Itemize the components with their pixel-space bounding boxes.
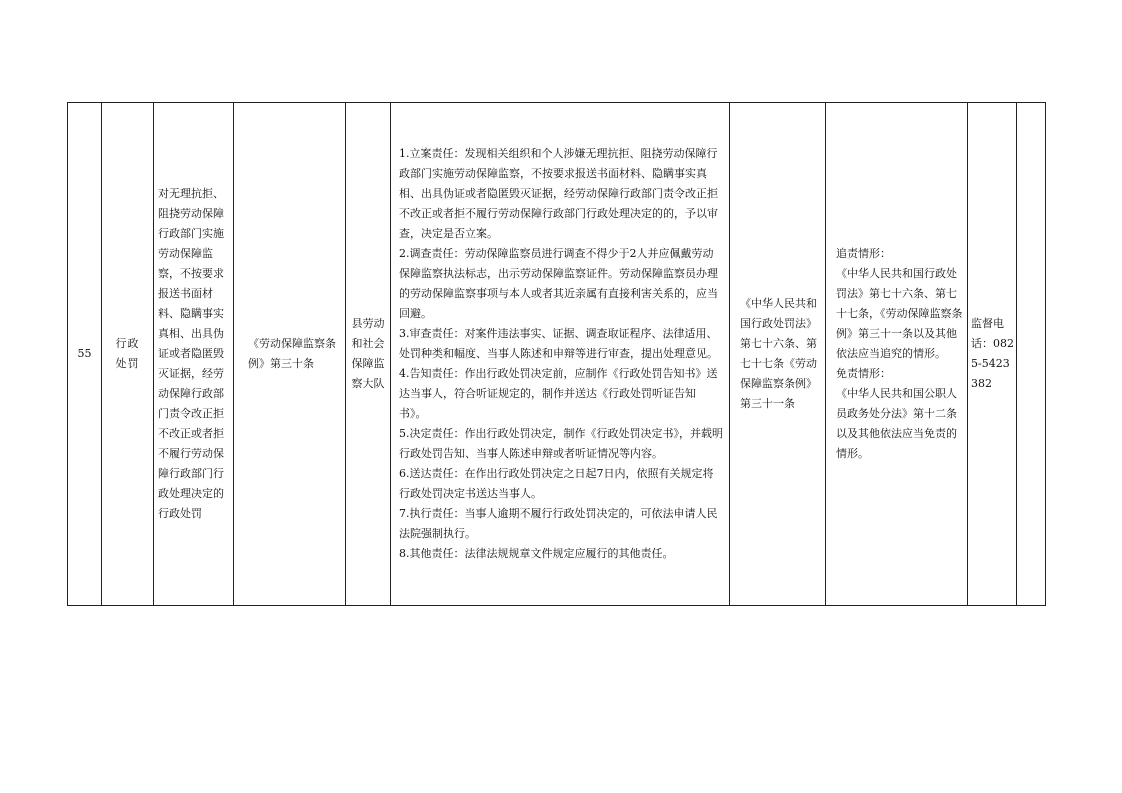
responsibility-item: 1.立案责任：发现相关组织和个人涉嫌无理抗拒、阻挠劳动保障行政部门实施劳动保障监察，不按要求报送书面材料、隐瞒事实真相、出具伪证或者隐匿毁灭证据，经劳动保障行政部门责令改正拒不改正或者拒不履行劳动保障行政部门行政处理决定的的，予以审查，决定是否立案。 (399, 147, 718, 240)
department-cell: 县劳动和社会保障监察大队 (346, 103, 391, 606)
responsibility-item: 3.审查责任：对案件违法事实、证据、调查取证程序、法律适用、处罚种类和幅度、当事人陈述和申辩等进行审查，提出处理意见。 (399, 327, 718, 360)
accountability-cell (826, 103, 968, 606)
responsibility-item: 5.决定责任：作出行政处罚决定，制作《行政处罚决定书》，并载明行政处罚告知、当事人陈述申辩或者听证情况等内容。 (399, 427, 723, 460)
contact-cell: 监督电话：0825-5423382 (968, 103, 1017, 606)
legal-basis-cell: 《劳动保障监察条例》第三十条 (234, 103, 346, 606)
exemption-text: 《中华人民共和国公职人员政务处分法》第十二条以及其他依法应当免责的情形。 (836, 387, 957, 460)
note-cell (1017, 103, 1046, 606)
item-name-cell: 对无理抗拒、阻挠劳动保障行政部门实施劳动保障监察，不按要求报送书面材料、隐瞒事实真相、出具伪证或者隐匿毁灭证据，经劳动保障行政部门责令改正拒不改正或者拒不履行劳动保障行政部门行政处理决定的行政处罚 (154, 103, 234, 606)
power-type-cell: 行政处罚 (102, 103, 154, 606)
table-row (68, 103, 1046, 606)
responsibility-item: 6.送达责任：在作出行政处罚决定之日起7日内，依照有关规定将行政处罚决定书送达当事人。 (399, 467, 714, 500)
row-number-cell: 55 (68, 103, 102, 606)
responsibilities-cell (391, 103, 730, 606)
exemption-heading: 免责情形： (836, 367, 891, 380)
responsibility-item: 8.其他责任：法律法规规章文件规定应履行的其他责任。 (399, 547, 674, 560)
accountability-heading: 追责情形： (836, 247, 891, 260)
responsibility-basis-cell: 《中华人民共和国行政处罚法》第七十六条、第七十七条《劳动保障监察条例》第三十一条 (730, 103, 826, 606)
power-duty-table (67, 102, 1046, 606)
responsibility-item: 4.告知责任：作出行政处罚决定前，应制作《行政处罚告知书》送达当事人，符合听证规定的，制作并送达《行政处罚听证告知书》。 (399, 367, 718, 420)
accountability-text: 《中华人民共和国行政处罚法》第七十六条、第七十七条，《劳动保障监察条例》第三十一条以及其他依法应当追究的情形。 (836, 267, 963, 360)
responsibility-item: 2.调查责任：劳动保障监察员进行调查不得少于2人并应佩戴劳动保障监察执法标志，出示劳动保障监察证件。劳动保障监察员办理的劳动保障监察事项与本人或者其近亲属有直接利害关系的，应当回避。 (399, 247, 718, 320)
responsibility-item: 7.执行责任：当事人逾期不履行行政处罚决定的，可依法申请人民法院强制执行。 (399, 507, 718, 540)
